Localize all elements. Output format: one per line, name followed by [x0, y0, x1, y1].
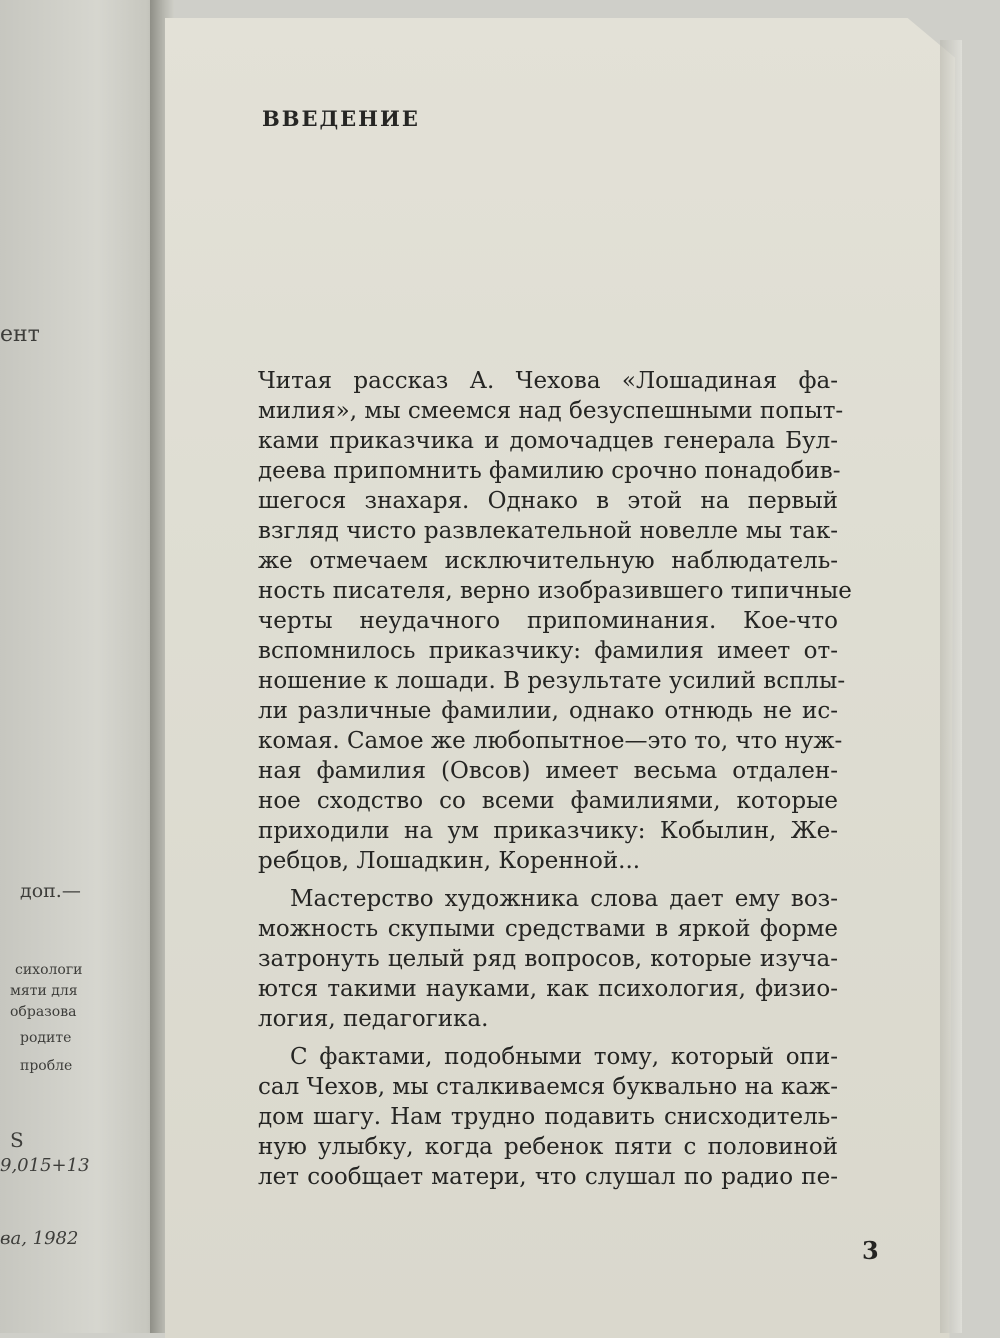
text-line: можность скупыми средствами в яркой форме	[258, 916, 838, 942]
text-line: ная фамилия (Овсов) имеет весьма отдален-	[258, 758, 838, 784]
chapter-heading: ВВЕДЕНИЕ	[262, 106, 420, 131]
page-edge	[940, 40, 962, 1333]
text-line: Читая рассказ А. Чехова «Лошадиная фа-	[258, 368, 838, 394]
left-fragment: ент	[0, 322, 40, 347]
text-line: ками приказчика и домочадцев генерала Бул-	[258, 428, 838, 454]
left-fragment: образова	[10, 1004, 77, 1020]
text-line: ли различные фамилии, однако отнюдь не ис-	[258, 698, 838, 724]
text-line: сал Чехов, мы сталкиваемся буквально на каж-	[258, 1074, 838, 1100]
left-fragment: 9,015+13	[0, 1155, 90, 1176]
text-line: дом шагу. Нам трудно подавить снисходитель-	[258, 1104, 838, 1130]
text-line: лет сообщает матери, что слушал по радио пе-	[258, 1164, 838, 1190]
text-line: Мастерство художника слова дает ему воз-	[290, 886, 838, 912]
text-line: приходили на ум приказчику: Кобылин, Же-	[258, 818, 838, 844]
text-line: деева припомнить фамилию срочно понадобив-	[258, 458, 841, 484]
page-number: 3	[862, 1236, 879, 1265]
text-line: комая. Самое же любопытное—это то, что нуж-	[258, 728, 843, 754]
text-line: же отмечаем исключительную наблюдатель-	[258, 548, 838, 574]
left-fragment: доп.—	[20, 880, 81, 902]
left-fragment: S	[10, 1128, 24, 1152]
text-line: С фактами, подобными тому, который опи-	[290, 1044, 838, 1070]
text-line: взгляд чисто развлекательной новелле мы так-	[258, 518, 838, 544]
left-fragment: пробле	[20, 1058, 73, 1074]
left-fragment: ва, 1982	[0, 1228, 79, 1249]
text-line: ное сходство со всеми фамилиями, которые	[258, 788, 838, 814]
left-fragment: родите	[20, 1030, 72, 1046]
text-line: ются такими науками, как психология, физио-	[258, 976, 838, 1002]
text-line: черты неудачного припоминания. Кое-что	[258, 608, 838, 634]
text-line: шегося знахаря. Однако в этой на первый	[258, 488, 838, 514]
text-line: ную улыбку, когда ребенок пяти с половиной	[258, 1134, 838, 1160]
text-line: ношение к лошади. В результате усилий всплы-	[258, 668, 846, 694]
left-page	[0, 0, 165, 1333]
text-line: затронуть целый ряд вопросов, которые изуча-	[258, 946, 838, 972]
text-line: вспомнилось приказчику: фамилия имеет от-	[258, 638, 838, 664]
text-line: логия, педагогика.	[258, 1006, 489, 1032]
left-fragment: сихологи	[15, 962, 83, 978]
text-line: милия», мы смеемся над безуспешными попыт-	[258, 398, 844, 424]
text-line: ребцов, Лошадкин, Коренной...	[258, 848, 641, 874]
text-line: ность писателя, верно изобразившего типичные	[258, 578, 852, 604]
left-fragment: мяти для	[10, 983, 78, 999]
